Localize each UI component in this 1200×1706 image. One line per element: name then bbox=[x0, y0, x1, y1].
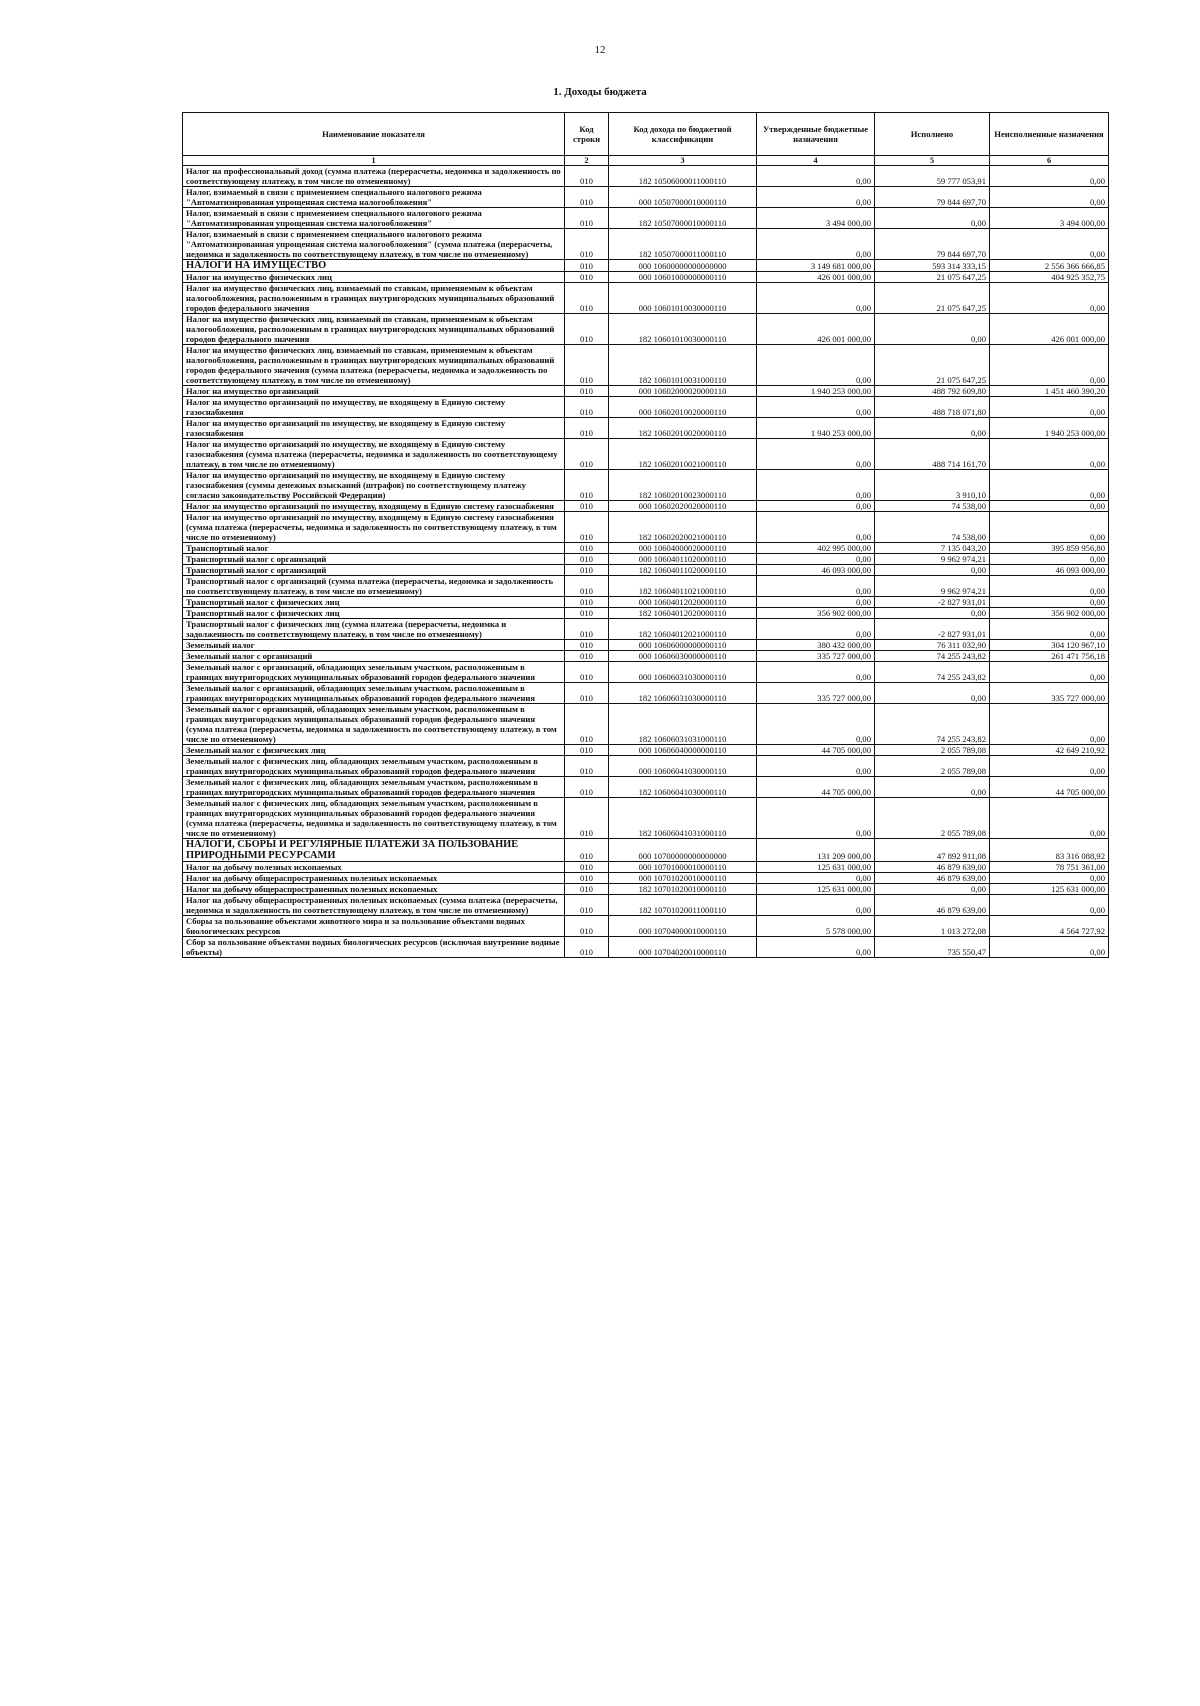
executed-amount: 2 055 789,08 bbox=[875, 745, 990, 756]
indicator-name: НАЛОГИ, СБОРЫ И РЕГУЛЯРНЫЕ ПЛАТЕЖИ ЗА ПОЛЬЗОВАНИЕ ПРИРОДНЫМИ РЕСУРСАМИ bbox=[183, 839, 565, 862]
indicator-name: Земельный налог bbox=[183, 640, 565, 651]
table-row bbox=[183, 937, 1109, 958]
executed-amount: 2 055 789,08 bbox=[875, 798, 990, 839]
approved-amount: 0,00 bbox=[757, 229, 875, 260]
revenue-code: 182 10606041030000110 bbox=[609, 777, 757, 798]
unexecuted-amount: 1 451 460 390,20 bbox=[990, 386, 1109, 397]
line-code: 010 bbox=[565, 916, 609, 937]
approved-amount: 0,00 bbox=[757, 662, 875, 683]
indicator-name: Транспортный налог с организаций (сумма платежа (перерасчеты, недоимка и задолженность по соответствующему платежу, в том числе по отмененному) bbox=[183, 576, 565, 597]
unexecuted-amount: 78 751 361,00 bbox=[990, 862, 1109, 873]
approved-amount: 0,00 bbox=[757, 937, 875, 958]
approved-amount: 335 727 000,00 bbox=[757, 651, 875, 662]
approved-amount: 0,00 bbox=[757, 187, 875, 208]
line-code: 010 bbox=[565, 501, 609, 512]
executed-amount: 488 714 161,70 bbox=[875, 439, 990, 470]
approved-amount: 0,00 bbox=[757, 512, 875, 543]
line-code: 010 bbox=[565, 576, 609, 597]
approved-amount: 1 940 253 000,00 bbox=[757, 386, 875, 397]
table-row bbox=[183, 619, 1109, 640]
revenue-code: 182 10507000011000110 bbox=[609, 229, 757, 260]
line-code: 010 bbox=[565, 640, 609, 651]
line-code: 010 bbox=[565, 662, 609, 683]
indicator-name: Земельный налог с физических лиц, обладающих земельным участком, расположенным в границах внутригородских муниципальных образований городов федерального значения bbox=[183, 756, 565, 777]
table-row bbox=[183, 397, 1109, 418]
revenue-code: 182 10701020011000110 bbox=[609, 895, 757, 916]
approved-amount: 131 209 000,00 bbox=[757, 839, 875, 862]
approved-amount: 125 631 000,00 bbox=[757, 884, 875, 895]
line-code: 010 bbox=[565, 937, 609, 958]
revenue-code: 000 10602020020000110 bbox=[609, 501, 757, 512]
indicator-name: Налог на имущество организаций bbox=[183, 386, 565, 397]
executed-amount: 1 013 272,08 bbox=[875, 916, 990, 937]
executed-amount: 0,00 bbox=[875, 683, 990, 704]
executed-amount: 21 075 647,25 bbox=[875, 272, 990, 283]
revenue-code: 182 10602010023000110 bbox=[609, 470, 757, 501]
line-code: 010 bbox=[565, 470, 609, 501]
table-row bbox=[183, 839, 1109, 862]
header-line-code: Код строки bbox=[565, 113, 609, 156]
unexecuted-amount: 0,00 bbox=[990, 576, 1109, 597]
line-code: 010 bbox=[565, 283, 609, 314]
executed-amount: 488 718 071,80 bbox=[875, 397, 990, 418]
table-row bbox=[183, 512, 1109, 543]
table-row bbox=[183, 597, 1109, 608]
revenue-code: 000 10701020010000110 bbox=[609, 873, 757, 884]
header-executed: Исполнено bbox=[875, 113, 990, 156]
approved-amount: 0,00 bbox=[757, 397, 875, 418]
line-code: 010 bbox=[565, 397, 609, 418]
approved-amount: 0,00 bbox=[757, 597, 875, 608]
revenue-code: 182 10606031030000110 bbox=[609, 683, 757, 704]
revenue-code: 000 10606030000000110 bbox=[609, 651, 757, 662]
table-row bbox=[183, 260, 1109, 272]
executed-amount: 59 777 053,91 bbox=[875, 166, 990, 187]
revenue-code: 000 10704000010000110 bbox=[609, 916, 757, 937]
revenue-code: 000 10606041030000110 bbox=[609, 756, 757, 777]
line-code: 010 bbox=[565, 386, 609, 397]
page-number: 12 bbox=[594, 44, 606, 56]
table-row bbox=[183, 662, 1109, 683]
column-number: 3 bbox=[609, 156, 757, 166]
executed-amount: 488 792 609,80 bbox=[875, 386, 990, 397]
unexecuted-amount: 83 316 088,92 bbox=[990, 839, 1109, 862]
revenue-code: 000 10601010030000110 bbox=[609, 283, 757, 314]
revenue-code: 182 10604011020000110 bbox=[609, 565, 757, 576]
executed-amount: 21 075 647,25 bbox=[875, 283, 990, 314]
table-row bbox=[183, 439, 1109, 470]
line-code: 010 bbox=[565, 839, 609, 862]
unexecuted-amount: 0,00 bbox=[990, 619, 1109, 640]
indicator-name: Транспортный налог с физических лиц bbox=[183, 597, 565, 608]
approved-amount: 0,00 bbox=[757, 704, 875, 745]
approved-amount: 44 705 000,00 bbox=[757, 745, 875, 756]
approved-amount: 0,00 bbox=[757, 873, 875, 884]
executed-amount: 2 055 789,08 bbox=[875, 756, 990, 777]
unexecuted-amount: 0,00 bbox=[990, 501, 1109, 512]
table-row bbox=[183, 798, 1109, 839]
approved-amount: 0,00 bbox=[757, 283, 875, 314]
table-row bbox=[183, 314, 1109, 345]
indicator-name: Налог на имущество организаций по имуществу, не входящему в Единую систему газоснабжения bbox=[183, 397, 565, 418]
indicator-name: Транспортный налог с физических лиц (сумма платежа (перерасчеты, недоимка и задолженность по соответствующему платежу, в том числе по отмененному) bbox=[183, 619, 565, 640]
revenue-code: 000 10606000000000110 bbox=[609, 640, 757, 651]
table-row bbox=[183, 777, 1109, 798]
line-code: 010 bbox=[565, 884, 609, 895]
revenue-code: 182 10506000011000110 bbox=[609, 166, 757, 187]
executed-amount: -2 827 931,01 bbox=[875, 619, 990, 640]
approved-amount: 380 432 000,00 bbox=[757, 640, 875, 651]
indicator-name: Налог, взимаемый в связи с применением специального налогового режима "Автоматизированная упрощенная система налогообложения" bbox=[183, 187, 565, 208]
unexecuted-amount: 125 631 000,00 bbox=[990, 884, 1109, 895]
executed-amount: 74 538,00 bbox=[875, 501, 990, 512]
indicator-name: Налог на добычу общераспространенных полезных ископаемых bbox=[183, 884, 565, 895]
unexecuted-amount: 404 925 352,75 bbox=[990, 272, 1109, 283]
unexecuted-amount: 0,00 bbox=[990, 229, 1109, 260]
executed-amount: 76 311 032,90 bbox=[875, 640, 990, 651]
table-row bbox=[183, 345, 1109, 386]
unexecuted-amount: 0,00 bbox=[990, 662, 1109, 683]
table-row bbox=[183, 565, 1109, 576]
indicator-name: Налог на добычу полезных ископаемых bbox=[183, 862, 565, 873]
table-row bbox=[183, 895, 1109, 916]
indicator-name: Земельный налог с организаций bbox=[183, 651, 565, 662]
executed-amount: 0,00 bbox=[875, 608, 990, 619]
revenue-code: 000 10604012020000110 bbox=[609, 597, 757, 608]
executed-amount: 79 844 697,70 bbox=[875, 229, 990, 260]
indicator-name: Земельный налог с физических лиц, обладающих земельным участком, расположенным в границах внутригородских муниципальных образований городов федерального значения (сумма платежа (перерасчеты, недоимка и задолженность по соответствующему платежу, в том числе по отмененному) bbox=[183, 798, 565, 839]
table-row bbox=[183, 554, 1109, 565]
unexecuted-amount: 0,00 bbox=[990, 470, 1109, 501]
approved-amount: 0,00 bbox=[757, 619, 875, 640]
table-row bbox=[183, 272, 1109, 283]
header-unexecuted: Неисполненные назначения bbox=[990, 113, 1109, 156]
line-code: 010 bbox=[565, 314, 609, 345]
executed-amount: 735 550,47 bbox=[875, 937, 990, 958]
revenue-code: 000 10507000010000110 bbox=[609, 187, 757, 208]
executed-amount: 9 962 974,21 bbox=[875, 554, 990, 565]
indicator-name: Налог на добычу общераспространенных полезных ископаемых (сумма платежа (перерасчеты, недоимка и задолженность по соответствующему платежу, в том числе по отмененному) bbox=[183, 895, 565, 916]
revenue-code: 000 10604011020000110 bbox=[609, 554, 757, 565]
approved-amount: 0,00 bbox=[757, 576, 875, 597]
unexecuted-amount: 356 902 000,00 bbox=[990, 608, 1109, 619]
approved-amount: 44 705 000,00 bbox=[757, 777, 875, 798]
line-code: 010 bbox=[565, 862, 609, 873]
line-code: 010 bbox=[565, 208, 609, 229]
revenue-code: 182 10604011021000110 bbox=[609, 576, 757, 597]
line-code: 010 bbox=[565, 345, 609, 386]
approved-amount: 0,00 bbox=[757, 470, 875, 501]
line-code: 010 bbox=[565, 745, 609, 756]
approved-amount: 0,00 bbox=[757, 345, 875, 386]
approved-amount: 0,00 bbox=[757, 439, 875, 470]
executed-amount: 46 879 639,00 bbox=[875, 895, 990, 916]
line-code: 010 bbox=[565, 683, 609, 704]
table-row bbox=[183, 745, 1109, 756]
revenue-code: 182 10604012021000110 bbox=[609, 619, 757, 640]
unexecuted-amount: 0,00 bbox=[990, 756, 1109, 777]
table-row bbox=[183, 418, 1109, 439]
unexecuted-amount: 0,00 bbox=[990, 873, 1109, 884]
approved-amount: 0,00 bbox=[757, 501, 875, 512]
indicator-name: Земельный налог с организаций, обладающих земельным участком, расположенным в границах внутригородских муниципальных образований городов федерального значения (сумма платежа (перерасчеты, недоимка и задолженность по соответствующему платежу, в том числе по отмененному) bbox=[183, 704, 565, 745]
unexecuted-amount: 0,00 bbox=[990, 798, 1109, 839]
unexecuted-amount: 0,00 bbox=[990, 937, 1109, 958]
revenue-code: 182 10701020010000110 bbox=[609, 884, 757, 895]
column-number: 5 bbox=[875, 156, 990, 166]
indicator-name: Транспортный налог с организаций bbox=[183, 554, 565, 565]
revenue-code: 000 10600000000000000 bbox=[609, 260, 757, 272]
table-row bbox=[183, 862, 1109, 873]
revenue-code: 182 10606031031000110 bbox=[609, 704, 757, 745]
revenue-table bbox=[182, 112, 1109, 958]
approved-amount: 0,00 bbox=[757, 554, 875, 565]
unexecuted-amount: 426 001 000,00 bbox=[990, 314, 1109, 345]
executed-amount: 74 255 243,82 bbox=[875, 704, 990, 745]
table-row bbox=[183, 166, 1109, 187]
table-row bbox=[183, 187, 1109, 208]
revenue-code: 182 10604012020000110 bbox=[609, 608, 757, 619]
line-code: 010 bbox=[565, 704, 609, 745]
line-code: 010 bbox=[565, 777, 609, 798]
revenue-code: 182 10601010031000110 bbox=[609, 345, 757, 386]
approved-amount: 0,00 bbox=[757, 166, 875, 187]
header-row bbox=[183, 113, 1109, 156]
line-code: 010 bbox=[565, 439, 609, 470]
line-code: 010 bbox=[565, 229, 609, 260]
indicator-name: Налог на имущество организаций по имуществу, не входящему в Единую систему газоснабжения (суммы денежных взысканий (штрафов) по соответствующему платежу согласно законодательству Российской Федерации) bbox=[183, 470, 565, 501]
line-code: 010 bbox=[565, 565, 609, 576]
approved-amount: 0,00 bbox=[757, 895, 875, 916]
executed-amount: 0,00 bbox=[875, 777, 990, 798]
table-row bbox=[183, 916, 1109, 937]
unexecuted-amount: 0,00 bbox=[990, 187, 1109, 208]
executed-amount: 0,00 bbox=[875, 884, 990, 895]
approved-amount: 0,00 bbox=[757, 798, 875, 839]
indicator-name: Налог на имущество организаций по имуществу, не входящему в Единую систему газоснабжения bbox=[183, 418, 565, 439]
table-row bbox=[183, 756, 1109, 777]
table-row bbox=[183, 704, 1109, 745]
revenue-code: 182 10606041031000110 bbox=[609, 798, 757, 839]
unexecuted-amount: 0,00 bbox=[990, 397, 1109, 418]
line-code: 010 bbox=[565, 272, 609, 283]
line-code: 010 bbox=[565, 608, 609, 619]
table-row bbox=[183, 229, 1109, 260]
unexecuted-amount: 42 649 210,92 bbox=[990, 745, 1109, 756]
executed-amount: 74 255 243,82 bbox=[875, 651, 990, 662]
column-number: 1 bbox=[183, 156, 565, 166]
column-number-row bbox=[183, 156, 1109, 166]
unexecuted-amount: 4 564 727,92 bbox=[990, 916, 1109, 937]
executed-amount: 3 910,10 bbox=[875, 470, 990, 501]
revenue-code: 000 10601000000000110 bbox=[609, 272, 757, 283]
unexecuted-amount: 3 494 000,00 bbox=[990, 208, 1109, 229]
unexecuted-amount: 304 120 967,10 bbox=[990, 640, 1109, 651]
table-row bbox=[183, 470, 1109, 501]
executed-amount: 7 135 043,20 bbox=[875, 543, 990, 554]
revenue-code: 000 10700000000000000 bbox=[609, 839, 757, 862]
indicator-name: Транспортный налог с физических лиц bbox=[183, 608, 565, 619]
indicator-name: Налог на имущество физических лиц, взимаемый по ставкам, применяемым к объектам налогообложения, расположенным в границах внутригородских муниципальных образований городов федерального значения bbox=[183, 283, 565, 314]
executed-amount: -2 827 931,01 bbox=[875, 597, 990, 608]
table-row bbox=[183, 683, 1109, 704]
indicator-name: Транспортный налог с организаций bbox=[183, 565, 565, 576]
table-row bbox=[183, 640, 1109, 651]
revenue-code: 000 10604000020000110 bbox=[609, 543, 757, 554]
line-code: 010 bbox=[565, 798, 609, 839]
line-code: 010 bbox=[565, 873, 609, 884]
line-code: 010 bbox=[565, 418, 609, 439]
indicator-name: Налог на имущество организаций по имуществу, входящему в Единую систему газоснабжения bbox=[183, 501, 565, 512]
unexecuted-amount: 1 940 253 000,00 bbox=[990, 418, 1109, 439]
table-row bbox=[183, 576, 1109, 597]
indicator-name: Налог на добычу общераспространенных полезных ископаемых bbox=[183, 873, 565, 884]
executed-amount: 0,00 bbox=[875, 208, 990, 229]
unexecuted-amount: 261 471 756,18 bbox=[990, 651, 1109, 662]
executed-amount: 74 255 243,82 bbox=[875, 662, 990, 683]
line-code: 010 bbox=[565, 651, 609, 662]
header-name: Наименование показателя bbox=[183, 113, 565, 156]
indicator-name: Налог на профессиональный доход (сумма платежа (перерасчеты, недоимка и задолженность по соответствующему платежу, в том числе по отмененному) bbox=[183, 166, 565, 187]
line-code: 010 bbox=[565, 512, 609, 543]
indicator-name: Сборы за пользование объектами животного мира и за пользование объектами водных биологических ресурсов bbox=[183, 916, 565, 937]
approved-amount: 356 902 000,00 bbox=[757, 608, 875, 619]
indicator-name: Транспортный налог bbox=[183, 543, 565, 554]
executed-amount: 0,00 bbox=[875, 314, 990, 345]
approved-amount: 335 727 000,00 bbox=[757, 683, 875, 704]
executed-amount: 0,00 bbox=[875, 418, 990, 439]
unexecuted-amount: 0,00 bbox=[990, 512, 1109, 543]
table-row bbox=[183, 651, 1109, 662]
indicator-name: Налог на имущество физических лиц, взимаемый по ставкам, применяемым к объектам налогообложения, расположенным в границах внутригородских муниципальных образований городов федерального значения bbox=[183, 314, 565, 345]
indicator-name: Земельный налог с физических лиц bbox=[183, 745, 565, 756]
revenue-code: 000 10701000010000110 bbox=[609, 862, 757, 873]
revenue-code: 000 10606031030000110 bbox=[609, 662, 757, 683]
unexecuted-amount: 2 556 366 666,85 bbox=[990, 260, 1109, 272]
approved-amount: 426 001 000,00 bbox=[757, 272, 875, 283]
indicator-name: Земельный налог с физических лиц, обладающих земельным участком, расположенным в границах внутригородских муниципальных образований городов федерального значения bbox=[183, 777, 565, 798]
indicator-name: Сбор за пользование объектами водных биологических ресурсов (исключая внутренние водные объекты) bbox=[183, 937, 565, 958]
approved-amount: 3 494 000,00 bbox=[757, 208, 875, 229]
indicator-name: Земельный налог с организаций, обладающих земельным участком, расположенным в границах внутригородских муниципальных образований городов федерального значения bbox=[183, 662, 565, 683]
indicator-name: Налог на имущество физических лиц bbox=[183, 272, 565, 283]
executed-amount: 47 892 911,08 bbox=[875, 839, 990, 862]
indicator-name: Налог, взимаемый в связи с применением специального налогового режима "Автоматизированная упрощенная система налогообложения" bbox=[183, 208, 565, 229]
approved-amount: 46 093 000,00 bbox=[757, 565, 875, 576]
line-code: 010 bbox=[565, 187, 609, 208]
executed-amount: 0,00 bbox=[875, 565, 990, 576]
approved-amount: 402 995 000,00 bbox=[757, 543, 875, 554]
revenue-code: 000 10606040000000110 bbox=[609, 745, 757, 756]
line-code: 010 bbox=[565, 756, 609, 777]
revenue-code: 000 10602000020000110 bbox=[609, 386, 757, 397]
executed-amount: 46 879 639,00 bbox=[875, 862, 990, 873]
approved-amount: 125 631 000,00 bbox=[757, 862, 875, 873]
table-row bbox=[183, 283, 1109, 314]
unexecuted-amount: 0,00 bbox=[990, 704, 1109, 745]
executed-amount: 46 879 639,00 bbox=[875, 873, 990, 884]
revenue-code: 000 10602010020000110 bbox=[609, 397, 757, 418]
unexecuted-amount: 44 705 000,00 bbox=[990, 777, 1109, 798]
revenue-code: 182 10602020021000110 bbox=[609, 512, 757, 543]
line-code: 010 bbox=[565, 619, 609, 640]
line-code: 010 bbox=[565, 554, 609, 565]
approved-amount: 0,00 bbox=[757, 756, 875, 777]
unexecuted-amount: 0,00 bbox=[990, 283, 1109, 314]
revenue-code: 000 10704020010000110 bbox=[609, 937, 757, 958]
column-number: 2 bbox=[565, 156, 609, 166]
table-row bbox=[183, 608, 1109, 619]
table-row bbox=[183, 386, 1109, 397]
table-row bbox=[183, 501, 1109, 512]
unexecuted-amount: 0,00 bbox=[990, 895, 1109, 916]
indicator-name: Налог на имущество организаций по имуществу, не входящему в Единую систему газоснабжения (сумма платежа (перерасчеты, недоимка и задолженность по соответствующему платежу, в том числе по отмененному) bbox=[183, 439, 565, 470]
indicator-name: НАЛОГИ НА ИМУЩЕСТВО bbox=[183, 260, 565, 272]
executed-amount: 74 538,00 bbox=[875, 512, 990, 543]
unexecuted-amount: 395 859 956,80 bbox=[990, 543, 1109, 554]
table-row bbox=[183, 543, 1109, 554]
column-number: 6 bbox=[990, 156, 1109, 166]
column-number: 4 bbox=[757, 156, 875, 166]
table-row bbox=[183, 208, 1109, 229]
unexecuted-amount: 0,00 bbox=[990, 166, 1109, 187]
line-code: 010 bbox=[565, 895, 609, 916]
revenue-code: 182 10601010030000110 bbox=[609, 314, 757, 345]
executed-amount: 593 314 333,15 bbox=[875, 260, 990, 272]
unexecuted-amount: 335 727 000,00 bbox=[990, 683, 1109, 704]
unexecuted-amount: 0,00 bbox=[990, 554, 1109, 565]
unexecuted-amount: 0,00 bbox=[990, 439, 1109, 470]
revenue-code: 182 10602010020000110 bbox=[609, 418, 757, 439]
indicator-name: Налог на имущество организаций по имуществу, входящему в Единую систему газоснабжения (сумма платежа (перерасчеты, недоимка и задолженность по соответствующему платежу, в том числе по отмененному) bbox=[183, 512, 565, 543]
section-title: 1. Доходы бюджета bbox=[553, 86, 647, 98]
line-code: 010 bbox=[565, 260, 609, 272]
header-approved: Утвержденные бюджетные назначения bbox=[757, 113, 875, 156]
line-code: 010 bbox=[565, 166, 609, 187]
executed-amount: 21 075 647,25 bbox=[875, 345, 990, 386]
line-code: 010 bbox=[565, 543, 609, 554]
revenue-code: 182 10602010021000110 bbox=[609, 439, 757, 470]
line-code: 010 bbox=[565, 597, 609, 608]
approved-amount: 426 001 000,00 bbox=[757, 314, 875, 345]
approved-amount: 1 940 253 000,00 bbox=[757, 418, 875, 439]
indicator-name: Налог на имущество физических лиц, взимаемый по ставкам, применяемым к объектам налогообложения, расположенным в границах внутригородских муниципальных образований городов федерального значения (сумма платежа (перерасчеты, недоимка и задолженность по соответствующему платежу, в том числе по отмененному) bbox=[183, 345, 565, 386]
table-row bbox=[183, 873, 1109, 884]
header-revenue-code: Код дохода по бюджетной классификации bbox=[609, 113, 757, 156]
approved-amount: 3 149 681 000,00 bbox=[757, 260, 875, 272]
table-row bbox=[183, 884, 1109, 895]
unexecuted-amount: 46 093 000,00 bbox=[990, 565, 1109, 576]
executed-amount: 9 962 974,21 bbox=[875, 576, 990, 597]
revenue-code: 182 10507000010000110 bbox=[609, 208, 757, 229]
approved-amount: 5 578 000,00 bbox=[757, 916, 875, 937]
unexecuted-amount: 0,00 bbox=[990, 597, 1109, 608]
unexecuted-amount: 0,00 bbox=[990, 345, 1109, 386]
executed-amount: 79 844 697,70 bbox=[875, 187, 990, 208]
indicator-name: Налог, взимаемый в связи с применением специального налогового режима "Автоматизированная упрощенная система налогообложения" (сумма платежа (перерасчеты, недоимка и задолженность по соответствующему платежу, в том числе по отмененному) bbox=[183, 229, 565, 260]
indicator-name: Земельный налог с организаций, обладающих земельным участком, расположенным в границах внутригородских муниципальных образований городов федерального значения bbox=[183, 683, 565, 704]
